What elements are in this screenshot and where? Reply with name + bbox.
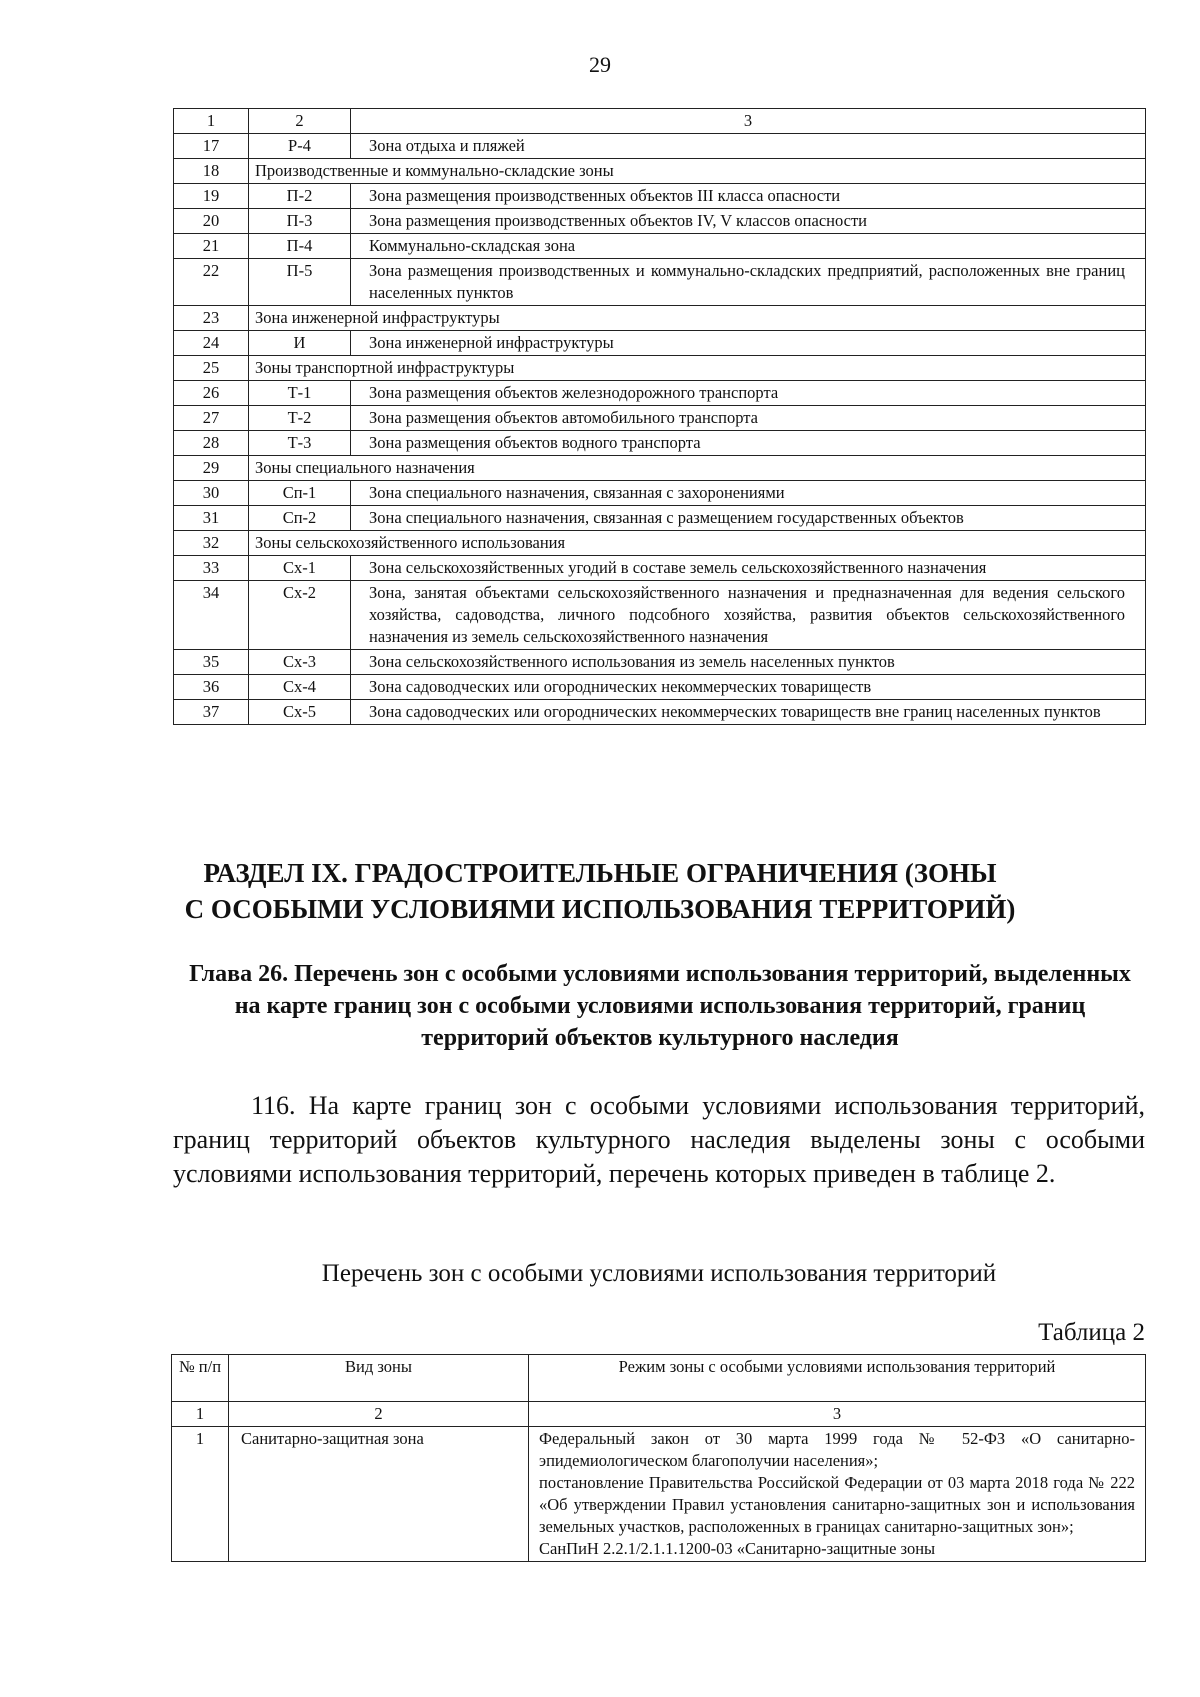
- zone-code: Сп-2: [249, 506, 351, 531]
- zone-group-name: Зона инженерной инфраструктуры: [249, 306, 1146, 331]
- table-row: [174, 259, 1146, 306]
- zones-header-col-3: 3: [351, 109, 1146, 134]
- row-number: 26: [174, 381, 249, 406]
- regime-line: постановление Правительства Российской Федерации от 03 марта 2018 года № 222 «Об утверждении Правил установления санитарно-защитных зон и использования земельных участков, расположенных в границах санитарно-защитных зон»;: [539, 1473, 1135, 1536]
- table-row: [174, 331, 1146, 356]
- restrictions-table: [171, 1354, 1146, 1562]
- zone-name: Зона, занятая объектами сельскохозяйственного назначения и предназначенная для ведения сельского хозяйства, садоводства, личного подсобного хозяйства, развития объектов сельскохозяйственного назначения из земель сельскохозяйственного назначения: [351, 581, 1146, 650]
- row-number: 29: [174, 456, 249, 481]
- index-col-1: 1: [172, 1402, 229, 1427]
- row-number: 33: [174, 556, 249, 581]
- row-number: 24: [174, 331, 249, 356]
- table-row: [174, 306, 1146, 331]
- zone-code: Сх-5: [249, 700, 351, 725]
- zones-table-header-row: [174, 109, 1146, 134]
- regime-line: Федеральный закон от 30 марта 1999 года № 52-ФЗ «О санитарно-эпидемиологическом благополучии населения»;: [539, 1429, 1135, 1470]
- table-row: [174, 356, 1146, 381]
- row-number: 34: [174, 581, 249, 650]
- zone-code: Т-1: [249, 381, 351, 406]
- row-number: 20: [174, 209, 249, 234]
- table-row: [174, 159, 1146, 184]
- header-num: № п/п: [172, 1355, 229, 1402]
- zone-name: Зона размещения производственных объектов III класса опасности: [351, 184, 1146, 209]
- table-row: [174, 406, 1146, 431]
- table-row: [174, 456, 1146, 481]
- header-zone-type: Вид зоны: [229, 1355, 529, 1402]
- table-row: [174, 481, 1146, 506]
- table-row: [174, 581, 1146, 650]
- zone-name: Зона отдыха и пляжей: [351, 134, 1146, 159]
- row-number: 22: [174, 259, 249, 306]
- row-number: 32: [174, 531, 249, 556]
- zone-code: Сп-1: [249, 481, 351, 506]
- zone-regime: [529, 1427, 1146, 1562]
- zone-code: Сх-4: [249, 675, 351, 700]
- row-number: 30: [174, 481, 249, 506]
- paragraph-116: 116. На карте границ зон с особыми условиями использования территорий, границ территорий объектов культурного наследия выделены зоны с особыми условиями использования территорий, перечень которых приведен в таблице 2.: [173, 1091, 1145, 1188]
- zone-code: П-4: [249, 234, 351, 259]
- zones-table: [173, 108, 1146, 725]
- table-row: [174, 234, 1146, 259]
- restrictions-index-row: [172, 1402, 1146, 1427]
- row-number: 35: [174, 650, 249, 675]
- table-row: [174, 556, 1146, 581]
- regime-line: СанПиН 2.2.1/2.1.1.1200-03 «Санитарно-защитные зоны: [539, 1539, 936, 1558]
- table-row: [174, 675, 1146, 700]
- row-number: 1: [172, 1427, 229, 1562]
- zone-code: П-2: [249, 184, 351, 209]
- chapter-title: Глава 26. Перечень зон с особыми условиями использования территорий, выделенных на карте границ зон с особыми условиями использования территорий, границ территорий объектов культурного наследия: [189, 961, 1131, 1051]
- page-number: 29: [589, 52, 611, 77]
- zone-name: Зона размещения объектов водного транспорта: [351, 431, 1146, 456]
- zone-name: Зона специального назначения, связанная с захоронениями: [351, 481, 1146, 506]
- section-title: [150, 855, 1050, 927]
- row-number: 27: [174, 406, 249, 431]
- row-number: 23: [174, 306, 249, 331]
- row-number: 19: [174, 184, 249, 209]
- row-number: 18: [174, 159, 249, 184]
- row-number: 36: [174, 675, 249, 700]
- restrictions-header-row: [172, 1355, 1146, 1402]
- zone-code: Т-2: [249, 406, 351, 431]
- zone-name: Зона садоводческих или огороднических некоммерческих товариществ: [351, 675, 1146, 700]
- zones-header-col-2: 2: [249, 109, 351, 134]
- zone-code: П-3: [249, 209, 351, 234]
- row-number: 17: [174, 134, 249, 159]
- zone-code: И: [249, 331, 351, 356]
- zones-header-col-1: 1: [174, 109, 249, 134]
- table-row: [174, 700, 1146, 725]
- index-col-3: 3: [529, 1402, 1146, 1427]
- zone-name: Зона специального назначения, связанная с размещением государственных объектов: [351, 506, 1146, 531]
- zone-name: Зона сельскохозяйственных угодий в составе земель сельскохозяйственного назначения: [351, 556, 1146, 581]
- zone-name: Коммунально-складская зона: [351, 234, 1146, 259]
- row-number: 21: [174, 234, 249, 259]
- zone-name: Зона сельскохозяйственного использования из земель населенных пунктов: [351, 650, 1146, 675]
- table-2-caption: Перечень зон с особыми условиями использования территорий: [321, 1260, 997, 1287]
- zone-group-name: Зоны транспортной инфраструктуры: [249, 356, 1146, 381]
- zone-group-name: Зоны сельскохозяйственного использования: [249, 531, 1146, 556]
- zone-name: Зона размещения производственных объектов IV, V классов опасности: [351, 209, 1146, 234]
- table-row: [174, 531, 1146, 556]
- zone-name: Зона размещения объектов автомобильного транспорта: [351, 406, 1146, 431]
- table-row: [174, 506, 1146, 531]
- row-number: 31: [174, 506, 249, 531]
- table-2-label: Таблица 2: [1038, 1319, 1145, 1346]
- index-col-2: 2: [229, 1402, 529, 1427]
- row-number: 25: [174, 356, 249, 381]
- zone-code: Сх-3: [249, 650, 351, 675]
- section-title-line-2: С ОСОБЫМИ УСЛОВИЯМИ ИСПОЛЬЗОВАНИЯ ТЕРРИТОРИЙ): [184, 894, 1016, 924]
- table-row: [174, 184, 1146, 209]
- zone-name: Зона инженерной инфраструктуры: [351, 331, 1146, 356]
- table-row: [174, 134, 1146, 159]
- zone-code: Сх-2: [249, 581, 351, 650]
- table-row: [174, 381, 1146, 406]
- table-row: [174, 650, 1146, 675]
- zone-name: Зона размещения производственных и коммунально-складских предприятий, расположенных вне границ населенных пунктов: [351, 259, 1146, 306]
- zone-name: Зона размещения объектов железнодорожного транспорта: [351, 381, 1146, 406]
- zone-group-name: Зоны специального назначения: [249, 456, 1146, 481]
- header-regime: Режим зоны с особыми условиями использования территорий: [529, 1355, 1146, 1402]
- zone-code: Сх-1: [249, 556, 351, 581]
- zone-name: Зона садоводческих или огороднических некоммерческих товариществ вне границ населенных пунктов: [351, 700, 1146, 725]
- zone-code: П-5: [249, 259, 351, 306]
- row-number: 28: [174, 431, 249, 456]
- table-row: [172, 1427, 1146, 1562]
- zone-code: Т-3: [249, 431, 351, 456]
- zone-code: Р-4: [249, 134, 351, 159]
- zone-type: Санитарно-защитная зона: [229, 1427, 529, 1562]
- table-row: [174, 209, 1146, 234]
- row-number: 37: [174, 700, 249, 725]
- section-title-line-1: РАЗДЕЛ IX. ГРАДОСТРОИТЕЛЬНЫЕ ОГРАНИЧЕНИЯ (ЗОНЫ: [203, 858, 997, 888]
- table-row: [174, 431, 1146, 456]
- zone-group-name: Производственные и коммунально-складские зоны: [249, 159, 1146, 184]
